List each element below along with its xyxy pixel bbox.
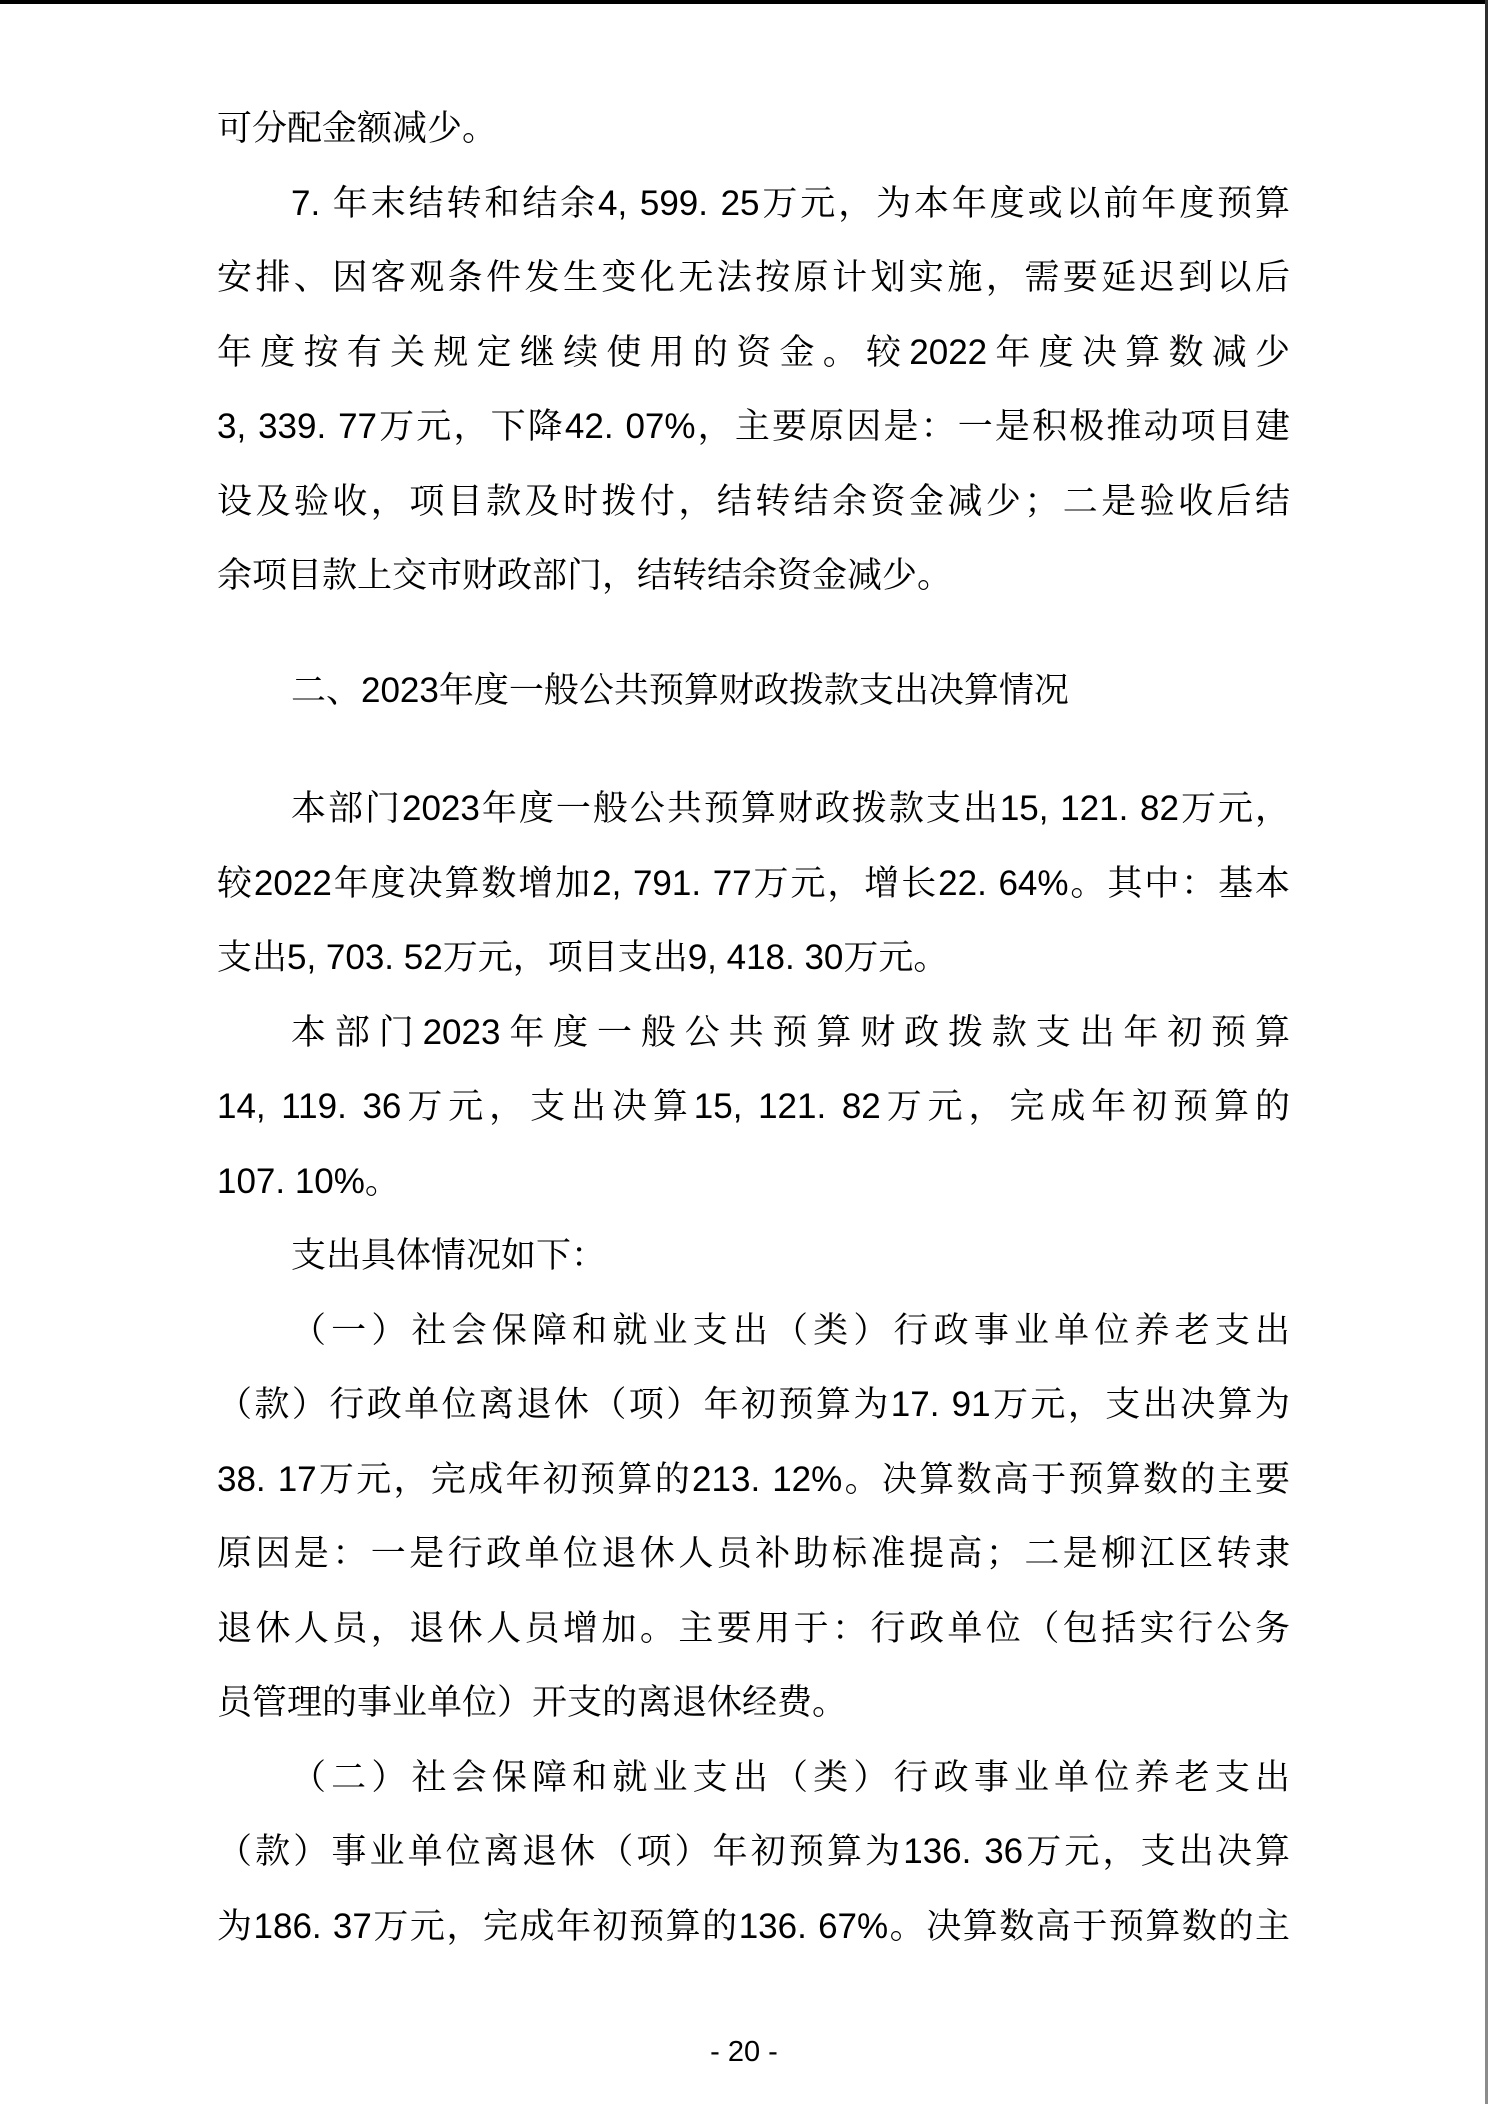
- text-line: （二）社会保障和就业支出（类）行政事业单位养老支出: [291, 1757, 1290, 1797]
- text-line: 退休人员，退休人员增加。主要用于：行政单位（包括实行公务: [217, 1608, 1290, 1648]
- text-line: 7. 年末结转和结余4, 599. 25万元，为本年度或以前年度预算: [291, 183, 1290, 223]
- text-line: 为186. 37万元，完成年初预算的136. 67%。决算数高于预算数的主: [217, 1906, 1290, 1946]
- page-number: - 20 -: [710, 2036, 778, 2068]
- text-line: 支出具体情况如下：: [291, 1236, 607, 1275]
- text-line: 本部门2023年度一般公共预算财政拨款支出15, 121. 82万元，: [291, 789, 1290, 828]
- page-top-border: [0, 0, 1488, 4]
- text-line: 14, 119. 36万元，支出决算15, 121. 82万元，完成年初预算的: [217, 1087, 1290, 1126]
- page-footer: [0, 2036, 1488, 2068]
- text-line: 本部门2023年度一般公共预算财政拨款支出年初预算: [291, 1012, 1290, 1052]
- text-line: 原因是：一是行政单位退休人员补助标准提高；二是柳江区转隶: [217, 1534, 1290, 1573]
- text-line: 余项目款上交市财政部门，结转结余资金减少。: [217, 556, 953, 595]
- text-line: 安排、因客观条件发生变化无法按原计划实施，需要延迟到以后: [217, 258, 1290, 297]
- text-line: 107. 10%。: [217, 1161, 400, 1201]
- document-body: [217, 92, 1290, 1964]
- text-line: 设及验收，项目款及时拨付，结转结余资金减少；二是验收后结: [217, 481, 1290, 521]
- text-line: （款）事业单位离退休（项）年初预算为136. 36万元，支出决算: [217, 1832, 1290, 1871]
- text-line: （款）行政单位离退休（项）年初预算为17. 91万元，支出决算为: [217, 1385, 1290, 1424]
- section-heading: 二、2023年度一般公共预算财政拨款支出决算情况: [291, 670, 1069, 710]
- text-line: 较2022年度决算数增加2, 791. 77万元，增长22. 64%。其中：基本: [217, 863, 1290, 903]
- text-line: 3, 339. 77万元，下降42. 07%，主要原因是：一是积极推动项目建: [217, 407, 1290, 446]
- text-line: 可分配金额减少。: [217, 109, 498, 148]
- text-line: 38. 17万元，完成年初预算的213. 12%。决算数高于预算数的主要: [217, 1459, 1290, 1499]
- text-line: 支出5, 703. 52万元，项目支出9, 418. 30万元。: [217, 938, 949, 977]
- text-line: （一）社会保障和就业支出（类）行政事业单位养老支出: [291, 1310, 1290, 1350]
- text-line: 员管理的事业单位）开支的离退休经费。: [217, 1683, 848, 1722]
- text-line: 年度按有关规定继续使用的资金。较2022年度决算数减少: [217, 332, 1290, 372]
